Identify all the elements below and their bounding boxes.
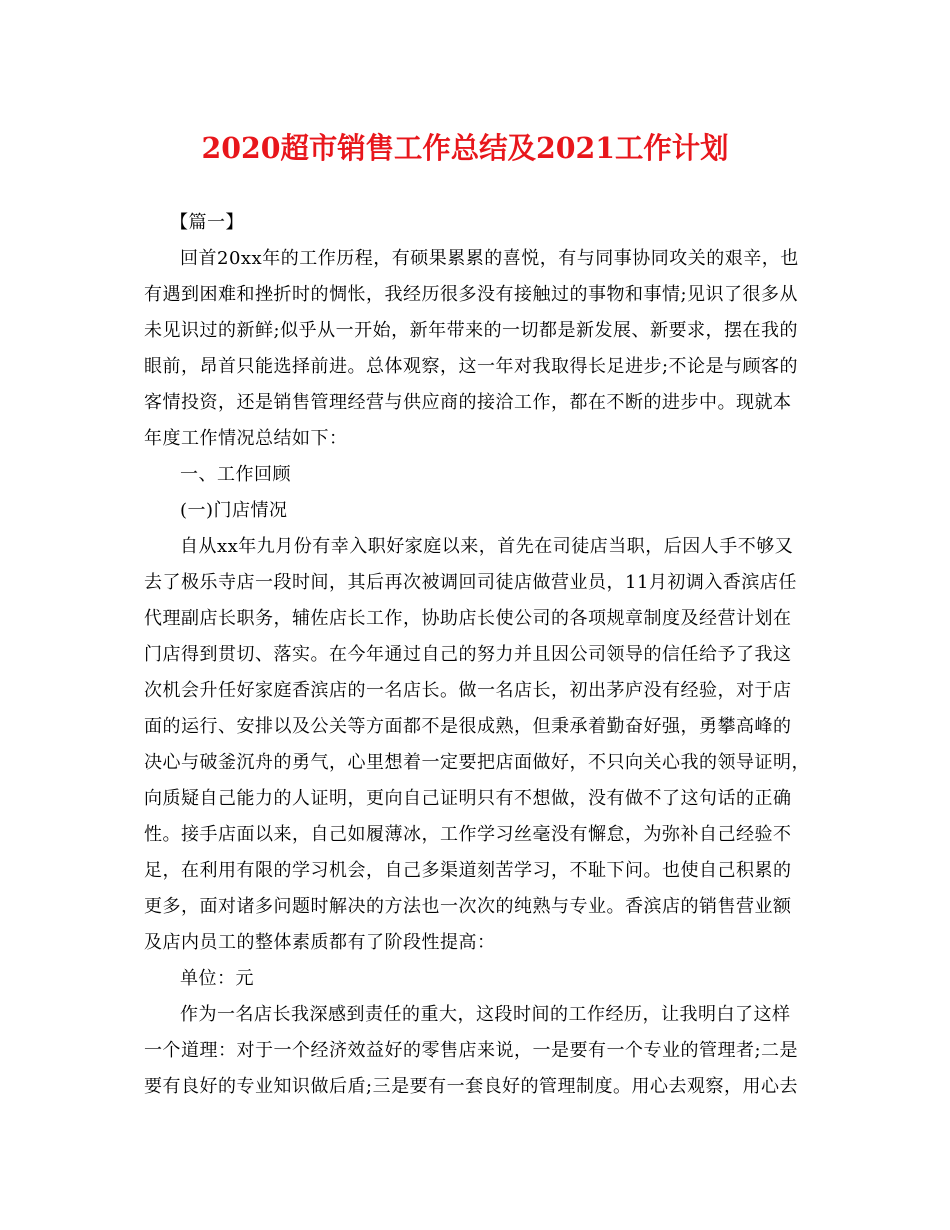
paragraph-line: 作为一名店长我深感到责任的重大，这段时间的工作经历，让我明白了这样 [180,1004,791,1025]
document-title: 2020超市销售工作总结及2021工作计划 [201,131,729,165]
paragraph-line: 回首20xx年的工作历程，有硕果累累的喜悦，有与同事协同攻关的艰辛，也 [180,248,799,269]
paragraph-line: 一个道理：对于一个经济效益好的零售店来说，一是要有一个专业的管理者;二是 [144,1040,799,1061]
paragraph-line: 年度工作情况总结如下： [144,428,348,449]
paragraph-line: 向质疑自己能力的人证明，更向自己证明只有不想做，没有做不了这句话的正确 [144,788,792,809]
paragraph-line: 去了极乐寺店一段时间，其后再次被调回司徒店做营业员，11月初调入香滨店任 [144,572,797,593]
paragraph-line: 及店内员工的整体素质都有了阶段性提高： [144,932,496,953]
paragraph-line: 性。接手店面以来，自己如履薄冰，工作学习丝毫没有懈怠，为弥补自己经验不 [144,824,792,845]
subheading-store-status: (一)门店情况 [180,500,288,521]
paragraph-line: 有遇到困难和挫折时的惆怅，我经历很多没有接触过的事物和事情;见识了很多从 [144,284,799,305]
section-label-part-one: 【篇一】 [170,212,244,233]
paragraph-line: 门店得到贯切、落实。在今年通过自己的努力并且因公司领导的信任给予了我这 [144,644,792,665]
paragraph-line: 次机会升任好家庭香滨店的一名店长。做一名店长，初出茅庐没有经验，对于店 [144,680,792,701]
paragraph-line: 足，在利用有限的学习机会，自己多渠道刻苦学习，不耻下问。也使自己积累的 [144,860,792,881]
unit-label: 单位：元 [180,968,254,989]
paragraph-line: 未见识过的新鲜;似乎从一开始，新年带来的一切都是新发展、新要求，摆在我的 [144,320,799,341]
paragraph-line: 面的运行、安排以及公关等方面都不是很成熟，但秉承着勤奋好强，勇攀高峰的 [144,716,792,737]
paragraph-line: 客情投资，还是销售管理经营与供应商的接洽工作，都在不断的进步中。现就本 [144,392,792,413]
paragraph-line: 更多，面对诸多问题时解决的方法也一次次的纯熟与专业。香滨店的销售营业额 [144,896,792,917]
paragraph-line: 要有良好的专业知识做后盾;三是要有一套良好的管理制度。用心去观察，用心去 [144,1076,799,1097]
heading-work-review: 一、工作回顾 [180,464,291,485]
paragraph-line: 眼前，昂首只能选择前进。总体观察，这一年对我取得长足进步;不论是与顾客的 [144,356,799,377]
paragraph-line: 决心与破釜沉舟的勇气，心里想着一定要把店面做好，不只向关心我的领导证明， [144,752,810,773]
paragraph-line: 自从xx年九月份有幸入职好家庭以来，首先在司徒店当职，后因人手不够又 [180,536,794,557]
paragraph-line: 代理副店长职务，辅佐店长工作，协助店长使公司的各项规章制度及经营计划在 [144,608,792,629]
